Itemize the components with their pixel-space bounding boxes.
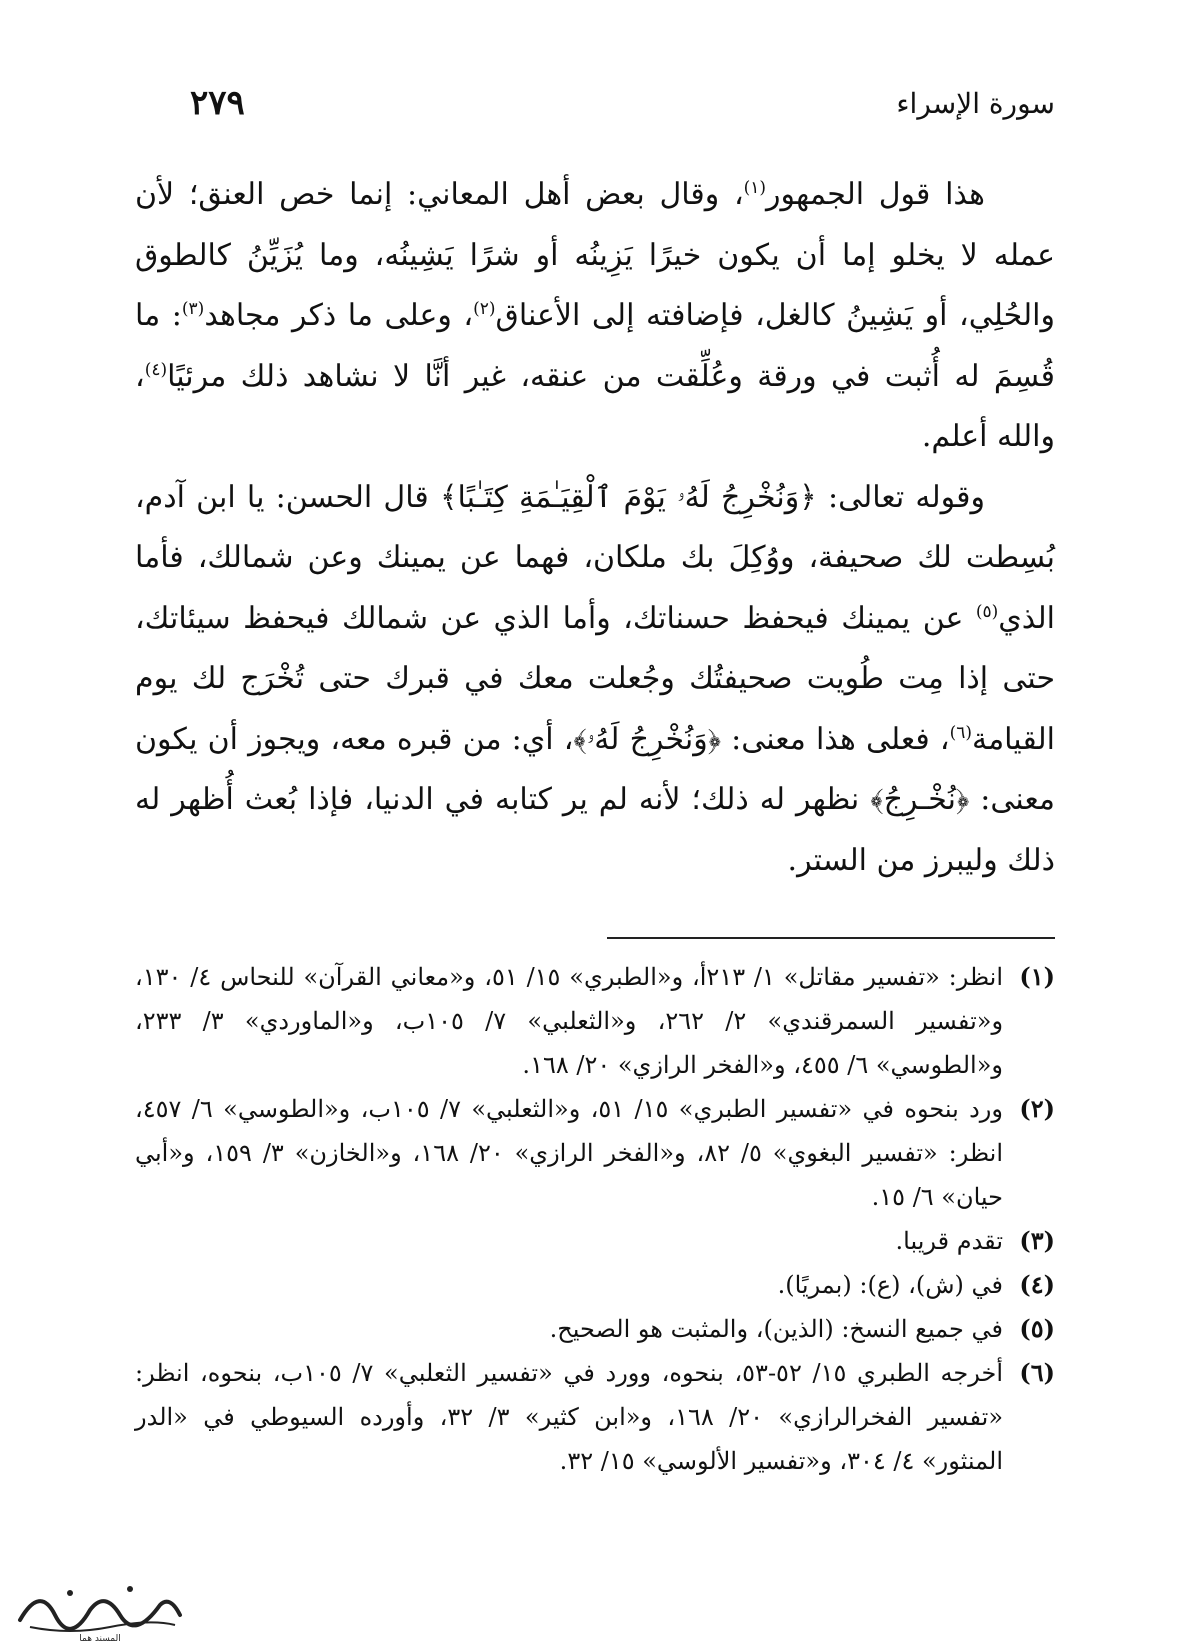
- text-run: : ما قُسِمَ له أُثبت في ورقة وعُلِّقت من عنقه، غير أنَّا لا نشاهد ذلك مرئيًا: [135, 298, 1055, 394]
- footnote-2: [135, 1087, 1055, 1219]
- footnote-1: [135, 955, 1055, 1087]
- footnote-number: (٥): [1019, 1314, 1055, 1343]
- page-number: ٢٧٩: [190, 83, 245, 123]
- text-run: نظهر له ذلك؛ لأنه لم ير كتابه في الدنيا، فإذا بُعث أُظهر له ذلك وليبرز من الستر.: [135, 782, 1055, 878]
- footnote-4: [135, 1263, 1055, 1307]
- footnote-6: [135, 1351, 1055, 1483]
- footnote-text: في (ش)، (ع): (بمريًا).: [777, 1271, 1003, 1299]
- footnote-ref-1[interactable]: (١): [743, 178, 767, 198]
- almoshaf-logo-icon: [10, 1565, 190, 1645]
- footnote-number: (٣): [1019, 1226, 1055, 1255]
- footnote-ref-6[interactable]: (٦): [949, 722, 972, 743]
- footnote-divider: [607, 937, 1055, 939]
- footnote-text: انظر: «تفسير مقاتل» ١/ ٢١٣أ، و«الطبري» ١٥/ ٥١، و«معاني القرآن» للنحاس ٤/ ١٣٠، و«تفسير السمرقندي» ٢/ ٢٦٢، و«الثعلبي» ٧/ ١٠٥ب، و«الماوردي» ٣/ ٢٣٣، و«الطوسي» ٦/ ٤٥٥، و«الفخر الرازي» ٢٠/ ١٦٨.: [135, 963, 1004, 1079]
- footnote-5: [135, 1307, 1055, 1351]
- footnote-number: (٦): [1019, 1358, 1055, 1387]
- footnote-number: (١): [1019, 962, 1055, 991]
- footnote-3: [135, 1219, 1055, 1263]
- footnote-ref-3[interactable]: (٣): [181, 299, 205, 319]
- text-run: ، والله أعلم.: [135, 358, 1055, 454]
- quran-verse: ﴿وَنُخْرِجُ لَهُۥ﴾: [573, 721, 721, 757]
- page-header: [190, 78, 1055, 128]
- footnotes: [135, 955, 1055, 1483]
- text-run: وقوله تعالى:: [816, 479, 985, 515]
- footnote-number: (٤): [1019, 1270, 1055, 1299]
- footnote-text: تقدم قريبا.: [895, 1227, 1003, 1255]
- quran-verse: ﴿وَنُخْرِجُ لَهُۥ يَوْمَ ٱلْقِيَـٰمَةِ كِتَـٰبًا﴾: [439, 479, 817, 515]
- main-text: [135, 165, 1055, 891]
- footnote-text: أخرجه الطبري ١٥/ ٥٢-٥٣، بنحوه، وورد في «تفسير الثعلبي» ٧/ ١٠٥ب، بنحوه، انظر: «تفسير الفخرالرازي» ٢٠/ ١٦٨، و«ابن كثير» ٣/ ٣٢، وأورده السيوطي في «الدر المنثور» ٤/ ٣٠٤، و«تفسير الألوسي» ١٥/ ٣٢.: [135, 1359, 1004, 1475]
- text-run: ، فعلى هذا معنى:: [720, 721, 950, 757]
- footnote-ref-2[interactable]: (٢): [473, 299, 496, 319]
- footnote-text: ورد بنحوه في «تفسير الطبري» ١٥/ ٥١، و«الثعلبي» ٧/ ١٠٥ب، و«الطوسي» ٦/ ٤٥٧، انظر: «تفسير البغوي» ٥/ ٨٢، و«الفخر الرازي» ٢٠/ ١٦٨، و«الخازن» ٣/ ١٥٩، و«أبي حيان» ٦/ ١٥.: [135, 1095, 1003, 1211]
- footnote-ref-5[interactable]: (٥): [975, 601, 999, 622]
- text-run: ، أي: من قبره معه، ويجوز أن يكون معنى:: [135, 721, 1055, 817]
- quran-verse: ﴿نُخْـرِجُ﴾: [870, 782, 970, 817]
- footnote-text: في جميع النسخ: (الذين)، والمثبت هو الصحيح.: [549, 1315, 1003, 1343]
- text-run: ، وعلى ما ذكر مجاهد: [204, 298, 474, 333]
- paragraph-1: [135, 165, 1055, 468]
- paragraph-2: [135, 468, 1055, 892]
- text-run: قال الحسن: يا ابن آدم، بُسِطت لك صحيفة، ووُكِلَ بك ملكان، فهما عن يمينك وعن شمالك، فأما الذي: [135, 479, 1055, 636]
- text-run: ، وقال بعض أهل المعاني: إنما خص العنق؛ لأن عمله لا يخلو إما أن يكون خيرًا يَزِينُه أو شرًا يَشِينُه، وما يُزَيِّنُ كالطوق والحُلِي، أو يَشِينُ كالغل، فإضافته إلى الأعناق: [135, 177, 1056, 333]
- footnote-number: (٢): [1019, 1094, 1055, 1123]
- logo-text: المسند هما: [79, 1634, 121, 1644]
- text-run: عن يمينك فيحفظ حسناتك، وأما الذي عن شمالك فيحفظ سيئاتك، حتى إذا مِت طُويت صحيفتُك وجُعلت معك في قبرك حتى تُخْرَج لك يوم القيامة: [135, 600, 1055, 757]
- footnote-ref-4[interactable]: (٤): [144, 359, 168, 380]
- surah-name: سورة الإسراء: [896, 86, 1055, 120]
- text-run: هذا قول الجمهور: [766, 177, 985, 212]
